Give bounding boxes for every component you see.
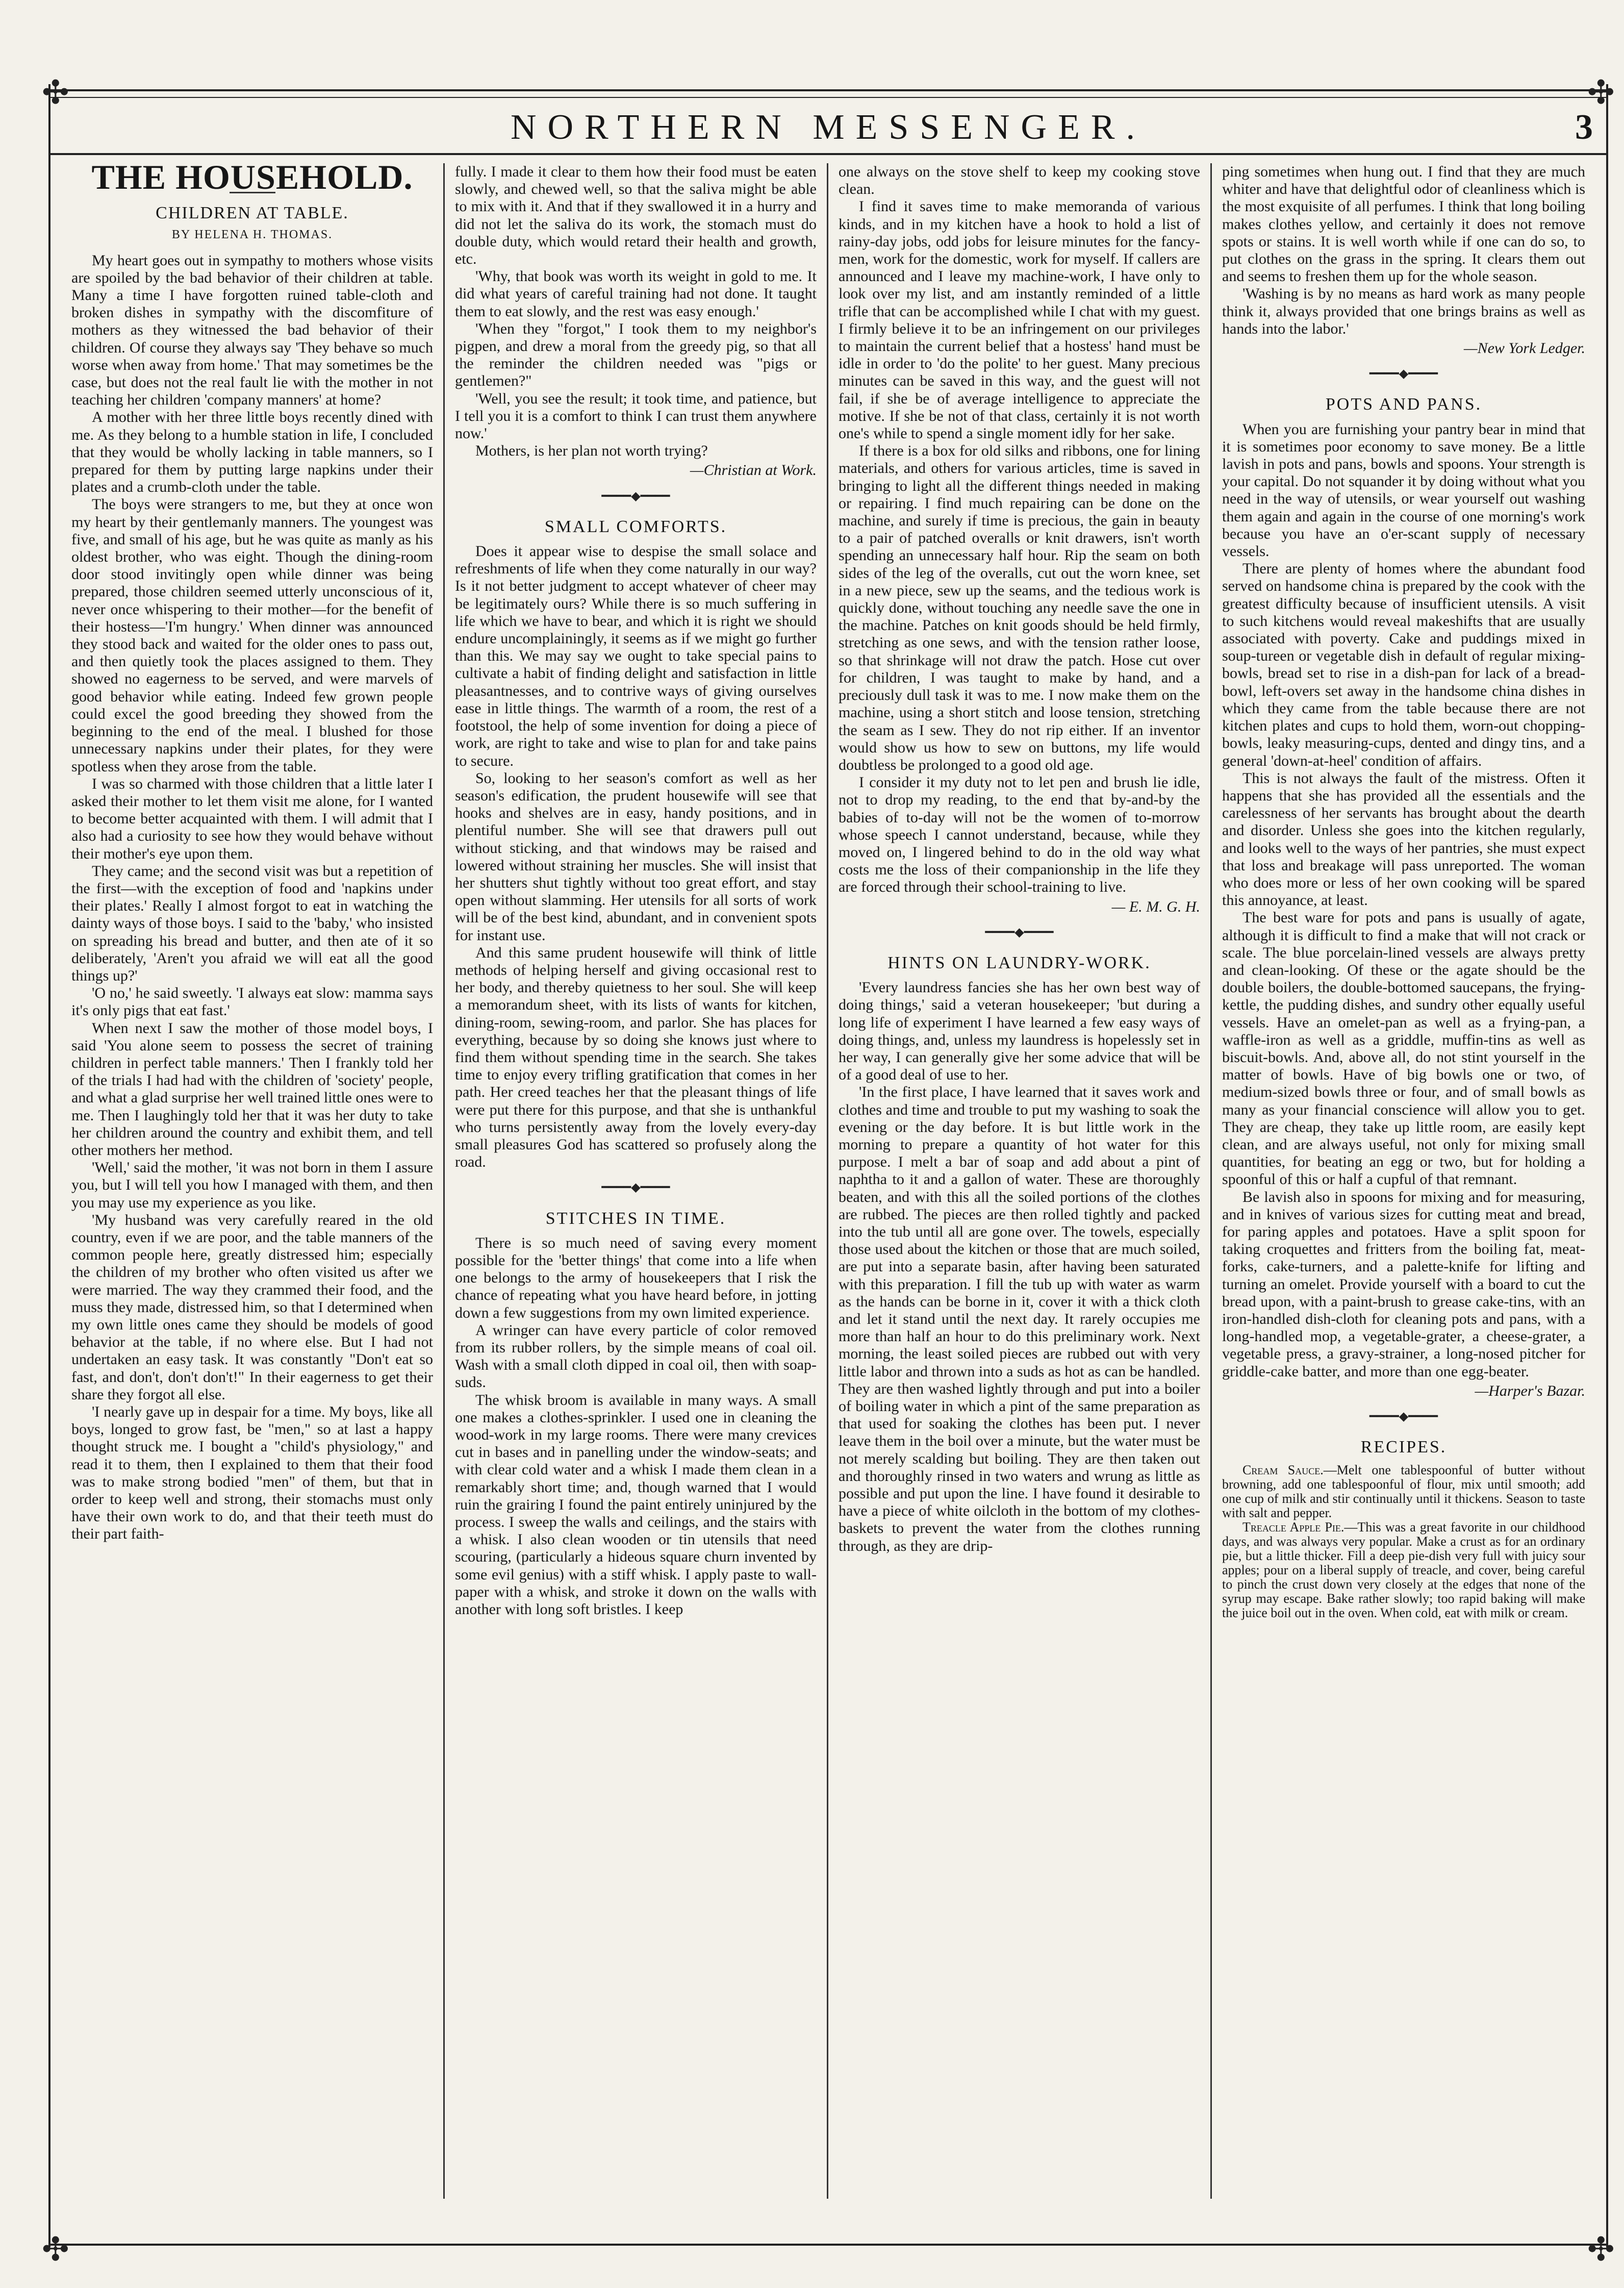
paragraph: Mothers, is her plan not worth trying? (475, 442, 708, 460)
section-divider-icon: ━━━━◆━━━━ (1369, 367, 1438, 381)
article-columns (61, 163, 1596, 2199)
article-title: RECIPES. (1360, 1438, 1447, 1457)
paragraph: The boys were strangers to me, but they at once won my heart by their gentlemanly manners. The youngest was five, and small of his age, but he was quite as manly as his oldest brother, who was eight. Though the dining-room door stood invitingly open while dinner was being prepared, those children seemed utterly unconscious of it, never once whispering to their mother—for the benefit of their hostess—'I'm hungry.' When dinner was announced they stood back and waited for the older ones to pass out, and then quietly took the places assigned to them. They showed no eagerness to be served, and were marvels of good behavior while eating. Indeed few grown people could excel the good breeding they showed from the beginning to the end of the meal. I blushed for those unnecessary napkins under their plates, for they were spotless when they arose from the table. (71, 496, 433, 775)
masthead-bottom-rule (48, 153, 1608, 155)
paragraph: If there is a box for old silks and ribbons, one for lining materials, and others for various articles, time is saved in bringing to light all the different things needed in making or repairing. I find much repairing can be done on the machine, and surely if time is precious, the gain in beauty to a pair of patched overalls or knit drawers, isn't worth spending an unnecessary half hour. Rip the seam on both sides of the leg of the overalls, cut out the worn knee, set in a new piece, sew up the seams, and the tedious work is quickly done, without touching any needle save the one in the machine. Patches on knit goods should be held firmly, stretching as one sews, and with the tension rather loose, so that shrinkage will not draw the patch. Hose cut over for children, I was taught to make by hand, and a preciously dull task it was to me. I now make them on the machine, using a short stitch and loose tension, stretching the seam as I sew. They do not rip either. If an inventor would show us how to sew on buttons, my life would doubtless be prolonged to a good old age. (839, 442, 1200, 773)
paragraph: There are plenty of homes where the abundant food served on handsome china is prepared by the cook with the greatest difficulty because of insufficient utensils. A visit to such kitchens would reveal makeshifts that are usually associated with poverty. Cake and puddings mixed in soup-tureen or vegetable dish in default of regular mixing-bowls, bread set to rise in a dish-pan for lack of a bread-bowl, left-overs set away in the handsome china dishes in which they came from the table because there are not kitchen plates and cups to hold them, worn-out chopping-bowls, leaky measuring-cups, dented and dingy tins, and a general 'down-at-heel' condition of affairs. (1222, 560, 1585, 769)
recipe-name: Cream Sauce. (1242, 1463, 1324, 1478)
paragraph: The whisk broom is available in many ways. A small one makes a clothes-sprinkler. I used one in cleaning the wood-work in my large rooms. There were many crevices cut in bases and in panelling under the window-seats; and with clear cold water and a whisk I made them clean in a remarkably short time; and, though warned that I would ruin the grairing I found the paint entirely uninjured by the process. I sweep the walls and ceilings, and the stairs with a whisk. I also clean wooden or tin utensils that need scouring, (particularly a hideous square churn invented by some evil genius) with a stiff whisk. I apply paste to wall-paper with a whisk, and stroke it down on the walls with another with long soft bristles. I keep (455, 1391, 817, 1618)
paragraph: I consider it my duty not to let pen and brush lie idle, not to drop my reading, to the end that by-and-by the babies of to-day will not be the women of to-morrow whose speech I cannot understand, because, while they moved on, I lingered behind to do in the old way what costs me the loss of their companionship in the life they are forced through their school-training to live. (839, 774, 1200, 896)
section-title: THE HOUSEHOLD. (91, 163, 413, 196)
paragraph: This is not always the fault of the mistress. Often it happens that she has provided all the essentials and the carelessness of her servants has brought about the dearth and disorder. Unless she goes into the kitchen regularly, and looks well to the ways of her pantries, she must expect that loss and breakage will pass unreported. The woman who does more or less of her own cooking will be spared this annoyance, at least. (1222, 769, 1585, 909)
recipe-text: —This was a great favorite in our childhood days, and was always very popular. Make a crust as for an ordinary pie, but a little thicker. Fill a deep pie-dish very full with juicy sour apples; pour on a liberal supply of treacle, and cover, being careful to pinch the crust down very closely at the edges that none of the syrup may escape. Bake rather slowly; too rapid baking will make the juice boil out in the oven. When cold, eat with milk or cream. (1222, 1520, 1585, 1621)
masthead-title: NORTHERN MESSENGER. (510, 108, 1147, 147)
source-signature: —New York Ledger. (1463, 340, 1585, 357)
paragraph: A mother with her three little boys recently dined with me. As they belong to a humble station in life, I concluded that they would be wholly lacking in table manners, so I prepared for them by putting large napkins under their plates and a crumb-cloth under the table. (71, 409, 433, 496)
paragraph: So, looking to her season's comfort as well as her season's edification, the prudent housewife will see that hooks and shelves are in easy, handy positions, and in plentiful number. She will see that drawers pull out without sticking, and that windows may be raised and lowered without straining her muscles. She will insist that her shutters shut tightly without too great effort, and stay open without slamming. Her utensils for all sorts of work will be of the best kind, abundant, and in convenient spots for instant use. (455, 769, 817, 944)
recipe-item (1222, 1463, 1585, 1520)
paragraph: 'Washing is by no means as hard work as many people think it, always provided that one brings brains as well as hands into the labor.' (1222, 285, 1585, 337)
paragraph: fully. I made it clear to them how their food must be eaten slowly, and chewed well, so that the saliva might be able to mix with it. And that if they swallowed it in a hurry and did not let the saliva do its work, the stomach must do double duty, which would retard their health and growth, etc. (455, 163, 817, 268)
corner-ornament-icon: ✣ (42, 74, 69, 111)
masthead-top-rule (48, 89, 1608, 91)
section-divider-icon: ━━━━◆━━━━ (601, 1181, 670, 1195)
paragraph: And this same prudent housewife will think of little methods of helping herself and giving occasional rest to her body, and thereby quietness to her soul. She will keep a memorandum sheet, with its lists of wants for kitchen, dining-room, sewing-room, and parlor. She has places for everything, because by so doing she knows just where to find them without spending time in the search. She takes time to enjoy every trifling gratification that comes in her path. Her creed teaches her that the pleasant things of life were put there for this purpose, and that she is unthankful who turns persistently away from the lovely every-day small pleasures God has scattered so profusely along the road. (455, 944, 817, 1171)
paragraph: I find it saves time to make memoranda of various kinds, and in my kitchen have a hook to hold a list of rainy-day jobs, odd jobs for leisure minutes for the fancy-men, work for the domestic, work for myself. If callers are announced and I leave my machine-work, I have only to look over my list, and am instantly reminded of a little trifle that can be accomplished while I chat with my guest. I firmly believe it to be an infringement on our privileges to maintain the current belief that a hostess' hand must be idle in order to 'do the polite' to her guest. Many precious minutes can be saved in this way, and the guest will not fail, if she be of average intelligence to appreciate the motive. If she be not of that class, certainly it is not worth one's while to spend a single moment idly for her sake. (839, 198, 1200, 442)
corner-ornament-icon: ✣ (1587, 74, 1615, 111)
recipe-text: —Melt one tablespoonful of butter without browning, add one tablespoonful of flour, mix until smooth; add one cup of milk and stir continually until it thickens. Season to taste with salt and pepper. (1222, 1463, 1585, 1521)
paragraph: 'Every laundress fancies she has her own best way of doing things,' said a veteran housekeeper; 'but during a long life of experiment I have learned a few easy ways of doing things, and, unless my laundress is hopelessly set in her way, I can generally give her some advice that will be of a good deal of use to her. (839, 979, 1200, 1084)
paragraph: ping sometimes when hung out. I find that they are much whiter and have that delightful odor of cleanliness which is the most exquisite of all perfumes. I think that long boiling makes clothes yellow, and certainly it does not remove spots or stains. It is well worth while if one can do so, to put clothes on the grass in the spring. It clears them out and seems to freshen them up for the whole season. (1222, 163, 1585, 285)
source-signature: —Harper's Bazar. (1475, 1382, 1585, 1399)
paragraph: 'I nearly gave up in despair for a time. My boys, like all boys, longed to grow fast, be "men," so at last a happy thought struck me. I bought a "child's physiology," and read it to them, then I explained to them that their food was to make strong bodied "men" of them, but that in order to keep well and strong, their stomachs must only have their own work to do, and that their teeth must do their part faith- (71, 1403, 433, 1543)
column-1 (61, 163, 445, 2199)
paragraph: My heart goes out in sympathy to mothers whose visits are spoiled by the bad behavior of their children at table. Many a time I have forgotten ruined table-cloth and broken dishes in sympathy with the discomfiture of mothers as they witnessed the bad behavior of their children. Of course they always say 'They behave so much worse when away from home.' That may sometimes be the case, but does not the real fault lie with the mother in not teaching her children 'company manners' at home? (71, 252, 433, 409)
paragraph: They came; and the second visit was but a repetition of the first—with the exception of food and 'napkins under their plates.' Really I almost forgot to eat in watching the dainty ways of those boys. I said to the 'baby,' who insisted on spreading his bread and butter, and then ate of it so deliberately, 'Aren't you afraid we will eat all the good things up?' (71, 862, 433, 984)
corner-ornament-icon: ✣ (1587, 2231, 1615, 2268)
source-signature: —Christian at Work. (690, 462, 817, 479)
recipe-item (1222, 1520, 1585, 1620)
section-divider-icon: ━━━━◆━━━━ (985, 925, 1054, 939)
masthead-top-rule-thin (48, 97, 1608, 98)
column-3 (828, 163, 1212, 2199)
section-divider-icon: ━━━━◆━━━━ (601, 489, 670, 503)
column-4 (1212, 163, 1595, 2199)
masthead (48, 102, 1608, 158)
paragraph: 'Well, you see the result; it took time, and patience, but I tell you it is a comfort to think I can trust them anywhere now.' (455, 390, 817, 442)
paragraph: one always on the stove shelf to keep my cooking stove clean. (839, 163, 1200, 198)
paragraph: The best ware for pots and pans is usually of agate, although it is difficult to find a make that will not crack or scale. The blue porcelain-lined vessels are always pretty and clean-looking. Of these or the agate should be the double boilers, the double-bottomed saucepans, the frying-kettle, the pudding dishes, and sundry other equally useful vessels. Have an omelet-pan as well as a frying-pan, a waffle-iron as well as a griddle, muffin-tins as well as biscuit-bowls. And, above all, do not stint yourself in the matter of bowls. Have of big bowls one or two, of medium-sized bowls three or four, and of small bowls as many as your financial conscience will allow you to get. They are cheap, they take up little room, are easily kept clean, and are always useful, not only for mixing small quantities, for beating an egg or two, but for holding a spoonful of this or half a cupful of that remnant. (1222, 909, 1585, 1188)
paragraph: 'Why, that book was worth its weight in gold to me. It did what years of careful training had not done. It taught them to eat slowly, and the rest was easy enough.' (455, 268, 817, 320)
article-title: CHILDREN AT TABLE. (156, 204, 349, 223)
paragraph: Be lavish also in spoons for mixing and for measuring, and in knives of various sizes for cutting meat and bread, for paring apples and potatoes. Have a split spoon for taking croquettes and fritters from the boiling fat, meat-forks, cake-turners, and a palette-knife for lifting and turning an omelet. Provide yourself with a board to cut the bread upon, with a paint-brush to grease cake-tins, with an iron-handled dish-cloth for cleaning pots and pans, with a long-handled mop, a vegetable-grater, a cheese-grater, a vegetable press, a gravy-strainer, a long-nosed pitcher for griddle-cake batter, and more than one egg-beater. (1222, 1188, 1585, 1380)
paragraph: 'Well,' said the mother, 'it was not born in them I assure you, but I will tell you how I managed with them, and then you may use my experience as you like. (71, 1159, 433, 1211)
article-title: HINTS ON LAUNDRY-WORK. (887, 953, 1151, 972)
paragraph: A wringer can have every particle of color removed from its rubber rollers, by the simple means of coal oil. Wash with a small cloth dipped in coal oil, then with soap-suds. (455, 1321, 817, 1391)
source-signature: — E. M. G. H. (1111, 898, 1200, 915)
paragraph: 'O no,' he said sweetly. 'I always eat slow: mamma says it's only pigs that eat fast.' (71, 985, 433, 1019)
section-divider-icon: ━━━━◆━━━━ (1369, 1410, 1438, 1424)
paragraph: 'When they "forgot," I took them to my neighbor's pigpen, and drew a moral from the greedy pig, so that all the reminder the children needed was "pigs or gentlemen?" (455, 320, 817, 390)
article-title: POTS AND PANS. (1325, 395, 1482, 414)
article-byline: BY HELENA H. THOMAS. (171, 228, 333, 242)
column-2 (445, 163, 828, 2199)
article-title: SMALL COMFORTS. (544, 517, 727, 536)
paragraph: 'In the first place, I have learned that it saves work and clothes and time and trouble to put my washing to soak the evening or the day before. It is but little work in the morning to prepare a quantity of hot water for this purpose. I melt a bar of soap and add about a pint of naphtha to it and a gallon of water. These are thoroughly beaten, and with this all the soiled portions of the clothes are rubbed. The pieces are then rolled tightly and packed into the tub until all are gone over. The towels, especially those used about the kitchen or those that are much soiled, are put into a separate basin, after having been saturated with this preparation. I fill the tub up with water as warm as the hands can be borne in it, cover it with a thick cloth and let it stand until the next day. It rarely occupies me more than half an hour to do this preliminary work. Next morning, the least soiled pieces are rubbed out with very little labor and thrown into a suds as hot as can be handled. They are then washed lightly through and put into a boiler of boiling water in which a pint of the same preparation as that used for soaking the clothes has been put. I never leave them in the boil over a minute, but the water must be not merely scalding but boiling. They are then taken out and thoroughly rinsed in two waters and wrung as little as possible and put upon the line. I have found it desirable to have a piece of white oilcloth in the bottom of my clothes-baskets to prevent the water from the clothes running through, as they are drip- (839, 1084, 1200, 1554)
page-number: 3 (1575, 108, 1593, 147)
paragraph: There is so much need of saving every moment possible for the 'better things' that come into a life when one belongs to the army of housekeepers that I risk the chance of repeating what you have heard before, in jotting down a few suggestions from my own limited experience. (455, 1234, 817, 1321)
page-bottom-rule (48, 2244, 1608, 2246)
paragraph: When next I saw the mother of those model boys, I said 'You alone seem to possess the secret of training children in perfect table manners.' Then I frankly told her of the trials I had had with the children of 'society' people, and what a glad surprise her well trained little ones were to me. Then I laughingly told her that it was her duty to take her children around the country and exhibit them, and tell other mothers her method. (71, 1019, 433, 1159)
paragraph: Does it appear wise to despise the small solace and refreshments of life when they come naturally in our way? Is it not better judgment to accept whatever of cheer may be legitimately ours? While there is so much suffering in life which we have to bear, and which it is right we should endure uncomplainingly, it seems as if we might go further than this. We may say we ought to take special pains to cultivate a habit of finding delight and satisfaction in little pleasantnesses, and to contrive ways of giving ourselves ease in little things. The warmth of a room, the rest of a footstool, the help of some invention for doing a piece of work, are right to take and wise to plan for and take pains to secure. (455, 543, 817, 769)
paragraph: I was so charmed with those children that a little later I asked their mother to let them visit me alone, for I wanted to become better acquainted with them. I will admit that I also had a curiosity to see how they would behave without their mother's eye upon them. (71, 775, 433, 862)
recipe-name: Treacle Apple Pie. (1242, 1520, 1344, 1535)
corner-ornament-icon: ✣ (42, 2231, 69, 2268)
article-title: STITCHES IN TIME. (545, 1209, 726, 1228)
paragraph: When you are furnishing your pantry bear in mind that it is sometimes poor economy to save money. Be a little lavish in pots and pans, bowls and spoons. Your strength is your capital. Do not squander it by doing without what you need in the way of utensils, or wear yourself out washing them again and again in the course of one morning's work because you have an o'er-scant supply of necessary vessels. (1222, 420, 1585, 560)
paragraph: 'My husband was very carefully reared in the old country, even if we are poor, and the table manners of the common people here, greatly distressed him; especially the children of my brother who often visited us after we were married. The way they crammed their food, and the muss they made, distressed him, so that I determined when my own little ones came they should be models of good behavior at the table, if no where else. But I had not undertaken an easy task. It was constantly "Don't eat so fast, and don't, don't don't!" In their eagerness to get their share they forgot all else. (71, 1211, 433, 1403)
